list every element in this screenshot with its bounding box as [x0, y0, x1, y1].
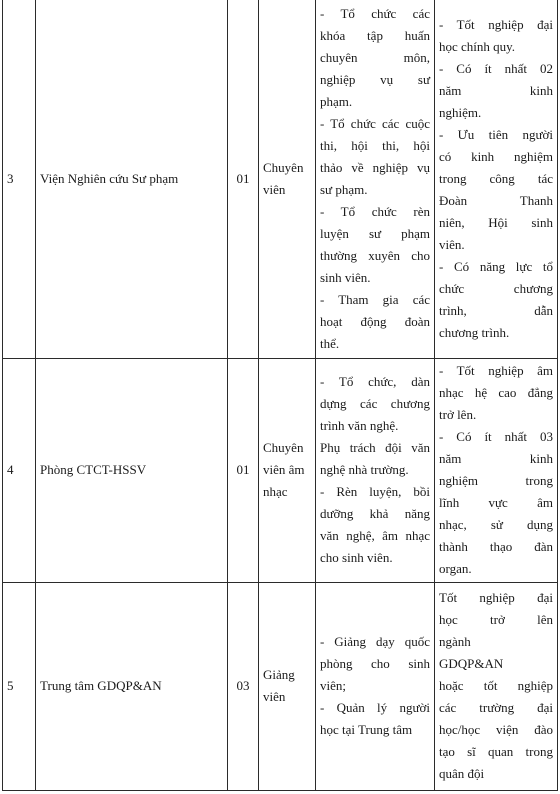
cell-line: - Tốt nghiệp âm — [439, 363, 553, 378]
cell-line: thường xuyên cho — [320, 247, 430, 263]
job-duties — [316, 582, 435, 790]
cell-line: học tại Trung tâm — [320, 722, 413, 737]
cell-line: văn nghệ, âm nhạc — [320, 528, 430, 543]
job-duties — [316, 0, 435, 358]
cell-line: Đoàn Thanh — [439, 192, 553, 208]
cell-line: ngành — [439, 634, 471, 649]
table-row — [3, 582, 558, 790]
cell-line: học chính quy. — [439, 38, 516, 54]
cell-line: khóa tập huấn — [320, 27, 430, 43]
cell-line: - Tổ chức rèn — [320, 203, 430, 219]
cell-line: trình, dẫn — [439, 302, 553, 318]
cell-line: hoặc tốt nghiệp — [439, 678, 553, 693]
cell-line: học trở lên — [439, 612, 553, 627]
cell-line: nghiệm trong — [439, 473, 553, 488]
cell-line: Phụ trách đội văn — [320, 440, 430, 455]
cell-line: nghiệm. — [439, 104, 482, 120]
cell-line: nhạc hệ cao đẳng — [439, 385, 553, 400]
cell-line: phòng cho sinh — [320, 656, 430, 671]
cell-line: sư phạm. — [320, 181, 368, 197]
cell-line: niên, Hội sinh — [439, 214, 553, 230]
cell-line: dưỡng khả năng — [320, 506, 430, 521]
cell-line: hoạt động đoàn — [320, 313, 430, 329]
cell-line: chức chương — [439, 280, 553, 296]
row-number: 4 — [3, 358, 36, 582]
cell-line: nghiệp vụ sư — [320, 71, 430, 87]
cell-line: các trường đại — [439, 700, 553, 715]
cell-line: Tốt nghiệp đại — [439, 590, 553, 605]
cell-line: - Có năng lực tổ — [439, 258, 553, 274]
cell-line: organ. — [439, 561, 472, 576]
position-title: Giảng viên — [259, 582, 316, 790]
cell-line: thảo về nghiệp vụ — [320, 159, 430, 175]
cell-line: trở lên. — [439, 407, 477, 422]
position-title: Chuyên viên âm nhạc — [259, 358, 316, 582]
unit-name: Viện Nghiên cứu Sư phạm — [36, 0, 228, 358]
quantity: 01 — [228, 358, 259, 582]
quantity: 01 — [228, 0, 259, 358]
cell-line: - Tổ chức các — [320, 5, 430, 21]
cell-line: - Có ít nhất 03 — [439, 429, 553, 444]
cell-line: - Rèn luyện, bồi — [320, 484, 430, 499]
cell-line: chương trình. — [439, 324, 510, 340]
cell-line: - Ưu tiên người — [439, 126, 553, 142]
cell-line: GDQP&AN — [439, 656, 504, 671]
cell-line: - Tổ chức các cuộc — [320, 115, 430, 131]
cell-line: - Quản lý người — [320, 700, 430, 715]
row-number: 5 — [3, 582, 36, 790]
cell-line: - Tổ chức, dàn — [320, 374, 430, 389]
cell-line: - Tham gia các — [320, 291, 430, 307]
cell-line: thi, hội thi, hội — [320, 137, 430, 153]
cell-line: viên. — [439, 236, 465, 252]
unit-name: Trung tâm GDQP&AN — [36, 582, 228, 790]
cell-line: lĩnh vực âm — [439, 495, 553, 510]
cell-line: thành thạo đàn — [439, 539, 553, 554]
position-title: Chuyên viên — [259, 0, 316, 358]
cell-line: phạm. — [320, 93, 353, 109]
cell-line: viên; — [320, 678, 346, 693]
cell-line: chuyên môn, — [320, 49, 430, 65]
cell-line: năm kinh — [439, 451, 553, 466]
cell-line: dựng các chương — [320, 396, 430, 411]
table-row — [3, 0, 558, 358]
cell-line: sinh viên. — [320, 269, 371, 285]
cell-line: có kinh nghiệm — [439, 148, 553, 164]
cell-line: cho sinh viên. — [320, 550, 393, 565]
cell-line: quân đội — [439, 766, 485, 781]
cell-line: - Có ít nhất 02 — [439, 60, 553, 76]
job-duties — [316, 358, 435, 582]
cell-line: học/học viện đào — [439, 722, 553, 737]
job-requirements — [435, 582, 558, 790]
cell-line: - Giảng dạy quốc — [320, 634, 430, 649]
unit-name: Phòng CTCT-HSSV — [36, 358, 228, 582]
table-row — [3, 358, 558, 582]
cell-line: nghệ nhà trường. — [320, 462, 409, 477]
cell-line: - Tốt nghiệp đại — [439, 16, 553, 32]
cell-line: trình văn nghệ. — [320, 418, 399, 433]
cell-line: tạo sĩ quan trong — [439, 744, 553, 759]
job-requirements — [435, 0, 558, 358]
cell-line: luyện sư phạm — [320, 225, 430, 241]
cell-line: trong công tác — [439, 170, 553, 186]
cell-line: thể. — [320, 335, 340, 351]
row-number: 3 — [3, 0, 36, 358]
cell-line: năm kinh — [439, 82, 553, 98]
quantity: 03 — [228, 582, 259, 790]
recruitment-table — [2, 0, 558, 791]
job-requirements — [435, 358, 558, 582]
cell-line: nhạc, sử dụng — [439, 517, 553, 532]
